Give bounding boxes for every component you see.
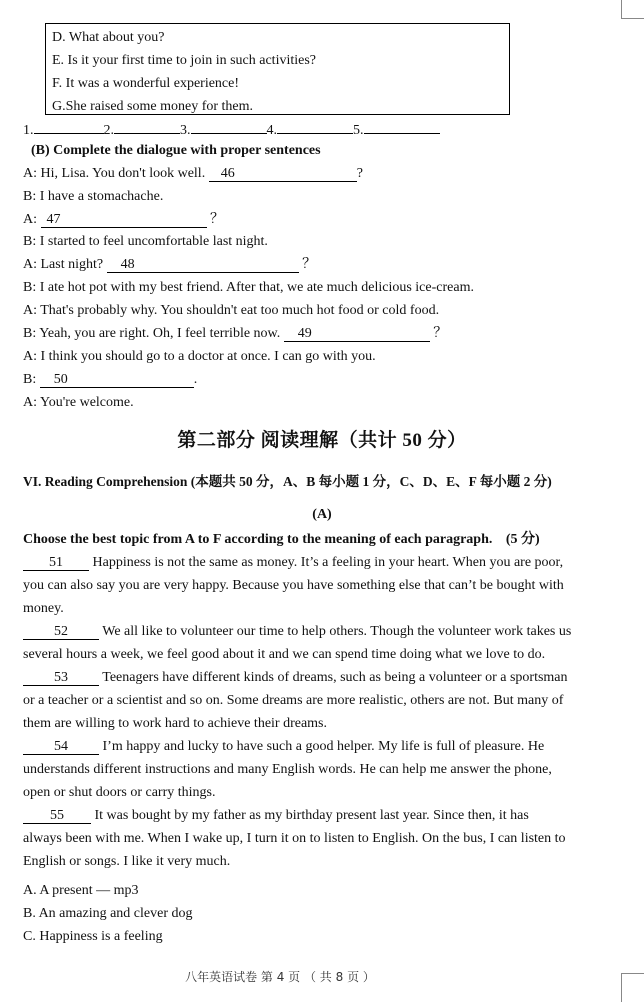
dialogue-line-9: A: I think you should go to a doctor at once. I can go with you. — [23, 349, 376, 364]
paragraph-54 — [23, 735, 621, 804]
paragraph-line: several hours a week, we feel good about it and we can spend time doing what we love to do. — [23, 647, 546, 662]
dialogue-punct: ? — [356, 166, 363, 181]
dialogue-line-3 — [23, 210, 224, 230]
dialogue-line-8 — [23, 324, 447, 344]
instruction-line — [23, 530, 540, 550]
section-vi-title: VI. Reading Comprehension (本题共 50 分，A、B 每小题 1 分，C、D、E、F 每小题 2 分) — [23, 474, 552, 489]
dialogue-punct: . — [193, 372, 198, 387]
blank-54[interactable]: 54 — [23, 739, 99, 755]
paragraph-line: always been with me. When I wake up, I turn it on to listen to English. On the bus, I can listen to — [23, 831, 566, 846]
paragraph-line: English or songs. I like it very much. — [23, 854, 231, 869]
blank-53[interactable]: 53 — [23, 670, 99, 686]
blank-49[interactable]: 49 — [284, 326, 430, 342]
blank-52[interactable]: 52 — [23, 624, 99, 640]
dialogue-line-2: B: I have a stomachache. — [23, 189, 164, 204]
dialogue-text: A: — [23, 212, 37, 227]
answer-blank-3[interactable] — [191, 118, 267, 134]
blank-50[interactable]: 50 — [40, 372, 194, 388]
dialogue-punct: ？ — [302, 257, 317, 272]
dialogue-line-4: B: I started to feel uncomfortable last night. — [23, 234, 268, 249]
dialogue-text: A: Hi, Lisa. You don't look well. — [23, 166, 206, 181]
answer-label-1: 1. — [23, 123, 34, 138]
paragraph-52 — [23, 620, 621, 666]
topic-c: C. Happiness is a feeling — [23, 929, 163, 944]
paragraph-line: I’m happy and lucky to have such a good helper. My life is full of pleasure. He — [102, 739, 545, 754]
option-d: D. What about you? — [52, 30, 165, 45]
answer-blank-1[interactable] — [34, 118, 104, 134]
dialogue-line-5 — [23, 255, 316, 275]
dialogue-text: B: — [23, 372, 37, 387]
paragraph-53 — [23, 666, 621, 735]
paragraph-51 — [23, 551, 621, 620]
dialogue-text: B: Yeah, you are right. Oh, I feel terrible now. — [23, 326, 281, 341]
options-box — [45, 23, 510, 115]
paragraph-line: understands different instructions and many English words. He can help me answer the phone, — [23, 762, 552, 777]
answer-label-5: 5. — [353, 123, 364, 138]
dialogue-line-6: B: I ate hot pot with my best friend. After that, we ate much delicious ice-cream. — [23, 280, 474, 295]
answer-label-3: 3. — [180, 123, 191, 138]
paragraph-line: Teenagers have different kinds of dreams, such as being a volunteer or a sportsman — [102, 670, 568, 685]
answer-blank-4[interactable] — [277, 118, 353, 134]
paragraph-line: We all like to volunteer our time to help others. Though the volunteer work takes us — [102, 624, 572, 639]
blank-46[interactable]: 46 — [209, 166, 357, 182]
dialogue-text: A: Last night? — [23, 257, 104, 272]
page-corner-mark — [621, 973, 644, 1002]
dialogue-punct: ？ — [210, 212, 224, 227]
paragraph-line: money. — [23, 601, 64, 616]
part-two-heading: 第二部分 阅读理解（共计 50 分） — [177, 430, 467, 451]
paragraph-line: Happiness is not the same as money. It’s a feeling in your heart. When you are poor, — [92, 555, 564, 570]
option-e: E. Is it your first time to join in such activities? — [52, 53, 317, 68]
section-b-title: (B) Complete the dialogue with proper sentences — [31, 143, 321, 158]
answer-blank-2[interactable] — [114, 118, 180, 134]
instruction-text: Choose the best topic from A to F according to the meaning of each paragraph. — [23, 532, 493, 547]
blank-48[interactable]: 48 — [107, 257, 299, 273]
topic-a: A. A present — mp3 — [23, 883, 139, 898]
paragraph-line: you can also say you are very happy. Because you have something else that can’t be bought with — [23, 578, 564, 593]
paragraph-55 — [23, 804, 621, 873]
dialogue-line-7: A: That's probably why. You shouldn't eat too much hot food or cold food. — [23, 303, 440, 318]
paragraph-line: or a teacher or a scientist and so on. Some dreams are more realistic, others are not. But many of — [23, 693, 564, 708]
topic-b: B. An amazing and clever dog — [23, 906, 193, 921]
blank-51[interactable]: 51 — [23, 555, 89, 571]
dialogue-punct: ？ — [433, 326, 448, 341]
paragraph-line: them are willing to work hard to achieve their dreams. — [23, 716, 328, 731]
answer-label-2: 2. — [103, 123, 114, 138]
instruction-points: (5 分) — [505, 532, 540, 547]
dialogue-line-1 — [23, 164, 363, 184]
paragraph-line: It was bought by my father as my birthday present last year. Since then, it has — [94, 808, 529, 823]
page-corner-mark — [621, 0, 644, 19]
dialogue-line-10 — [23, 370, 197, 390]
answer-label-4: 4. — [266, 123, 277, 138]
dialogue-line-11: A: You're welcome. — [23, 395, 134, 410]
sub-section-a-label: (A) — [312, 507, 332, 522]
blank-55[interactable]: 55 — [23, 808, 91, 824]
blank-47[interactable]: 47 — [41, 212, 207, 228]
paragraph-line: open or shut doors or carry things. — [23, 785, 216, 800]
option-g: G.She raised some money for them. — [52, 99, 254, 114]
answer-blank-5[interactable] — [364, 118, 440, 134]
page-footer: 八年英语试卷 第 4 页 （ 共 8 页 ） — [185, 970, 375, 984]
answer-line — [23, 118, 440, 141]
option-f: F. It was a wonderful experience! — [52, 76, 240, 91]
